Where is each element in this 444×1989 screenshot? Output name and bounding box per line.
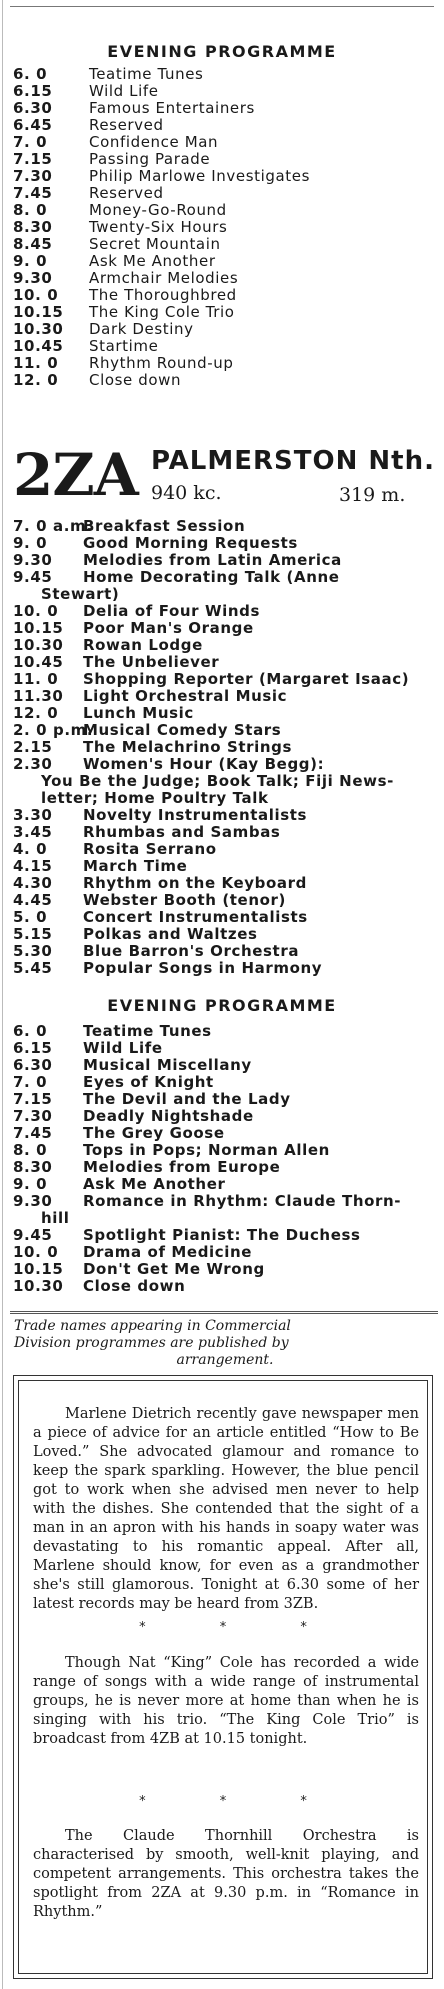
evening-programme-list [13,66,433,389]
note-paragraph-king-cole: Though Nat “King” Cole has recorded a wide range of songs with a wide range of instrumental groups, he is never more at home than when he is singing with his trio. “The King Cole Trio” is broadcast from 4ZB at 10.15 tonight. [33,1655,419,1747]
divider-rule [10,1313,438,1314]
programme-time: 12. 0 [13,704,59,722]
programme-time: 9.30 [13,1192,53,1210]
programme-title: Tops in Pops; Norman Allen [83,1141,330,1159]
programme-title: Confidence Man [89,133,219,151]
programme-time: 5.30 [13,942,53,960]
station-wavelength: 319 m. [339,484,406,506]
daytime-programme-list [13,518,440,977]
programme-title-continued: Stewart) [41,585,120,603]
programme-title: Teatime Tunes [83,1022,212,1040]
programme-title: Ask Me Another [83,1175,226,1193]
programme-title: Teatime Tunes [89,65,204,83]
programme-row [13,841,440,858]
programme-time: 4.45 [13,891,53,909]
programme-row [13,1244,440,1261]
divider-rule [10,1311,438,1312]
programme-time: 8.45 [13,235,53,253]
programme-time: 10.45 [13,337,64,355]
programme-time: 9. 0 [13,534,48,552]
station-name: PALMERSTON Nth. [151,446,435,476]
programme-row [13,287,433,304]
asterisk-separator: * * * [139,1620,307,1635]
programme-title: Startime [89,337,159,355]
programme-row [13,100,433,117]
programme-title: Rowan Lodge [83,636,203,654]
programme-title: Eyes of Knight [83,1073,214,1091]
programme-row [13,807,440,824]
programme-title: Rhythm Round-up [89,354,234,372]
programme-row [13,552,440,569]
programme-row [13,185,433,202]
programme-title: Armchair Melodies [89,269,239,287]
programme-row [13,1057,440,1074]
programme-time: 9.30 [13,269,53,287]
programme-title: Concert Instrumentalists [83,908,308,926]
programme-title: Breakfast Session [83,517,246,535]
programme-time: 4. 0 [13,840,48,858]
programme-title: Rhythm on the Keyboard [83,874,307,892]
programme-time: 6.30 [13,99,53,117]
programme-row [13,1278,440,1295]
programme-title: Ask Me Another [89,252,216,270]
programme-row [13,304,433,321]
note-paragraph-thornhill: The Claude Thornhill Orchestra is characterised by smooth, well-knit playing, and competent arrangements. This orchestra takes the spotlight from 2ZA at 9.30 p.m. in “Romance in Rhythm.” [33,1828,419,1920]
programme-row [13,1142,440,1159]
programme-row [13,202,433,219]
programme-time: 8.30 [13,1158,53,1176]
programme-row [13,875,440,892]
station-frequency: 940 kc. [151,482,222,504]
programme-title: The Unbeliever [83,653,220,671]
programme-title: Secret Mountain [89,235,221,253]
evening-programme-heading: EVENING PROGRAMME [107,42,337,61]
programme-row [13,858,440,875]
programme-time: 5.15 [13,925,53,943]
programme-time: 9. 0 [13,252,48,270]
programme-row [13,1125,440,1142]
programme-time: 6.30 [13,1056,53,1074]
programme-row [13,824,440,841]
programme-time: 7.15 [13,1090,53,1108]
programme-time: 10. 0 [13,286,59,304]
programme-title: Spotlight Pianist: The Duchess [83,1226,361,1244]
programme-title: Rosita Serrano [83,840,217,858]
programme-time: 8.30 [13,218,53,236]
programme-time: 6.45 [13,116,53,134]
programme-title: Popular Songs in Harmony [83,959,323,977]
top-rule [10,6,434,7]
programme-row [13,372,433,389]
programme-time: 2.30 [13,755,53,773]
programme-time: 5. 0 [13,908,48,926]
trade-note-line: Trade names appearing in Commercial [14,1318,291,1334]
programme-title: Deadly Nightshade [83,1107,254,1125]
programme-title: Reserved [89,184,164,202]
programme-title: Don't Get Me Wrong [83,1260,265,1278]
programme-row [13,151,433,168]
programme-row [13,1227,440,1244]
programme-title: Webster Booth (tenor) [83,891,286,909]
programme-time: 6.15 [13,82,53,100]
programme-title: Women's Hour (Kay Begg): [83,755,325,773]
programme-time: 10. 0 [13,1243,59,1261]
programme-row [13,603,440,620]
programme-time: 4.15 [13,857,53,875]
programme-time: 10.15 [13,303,64,321]
programme-title: Drama of Medicine [83,1243,253,1261]
programme-time: 9.45 [13,1226,53,1244]
programme-title: Melodies from Europe [83,1158,281,1176]
programme-time: 10.15 [13,1260,64,1278]
programme-row [13,355,433,372]
programme-title: Musical Comedy Stars [83,721,282,739]
programme-time: 10.45 [13,653,64,671]
programme-row [13,1193,440,1210]
programme-title: Light Orchestral Music [83,687,288,705]
station-call-sign: 2ZA [13,441,138,509]
programme-row [13,83,433,100]
programme-row [13,688,440,705]
programme-time: 10. 0 [13,602,59,620]
programme-row [13,1261,440,1278]
station-banner [13,438,438,516]
programme-row [13,236,433,253]
programme-title-continued: You Be the Judge; Book Talk; Fiji News- [41,772,394,790]
note-paragraph-dietrich: Marlene Dietrich recently gave newspaper men a piece of advice for an article entitled “How to Be Loved.” She advocated glamour and romance to keep the spark sparkling. However, the blue pencil got to work when she advised men never to help with the dishes. She contended that the sight of a man in an apron with his hands in soapy water was devastating to his romantic appeal. After all, Marlene should know, for even as a grandmother she's still glamorous. Tonight at 6.30 some of her latest records may be heard from 3ZB. [33,1406,419,1612]
programme-title: Novelty Instrumentalists [83,806,308,824]
programme-time: 5.45 [13,959,53,977]
programme-row [13,1108,440,1125]
programme-row [13,321,433,338]
programme-row [13,943,440,960]
programme-title: The Melachrino Strings [83,738,293,756]
programme-time: 3.45 [13,823,53,841]
programme-title: Wild Life [83,1039,163,1057]
programme-row [13,722,440,739]
programme-time: 7.45 [13,184,53,202]
programme-row [13,117,433,134]
programme-title: Wild Life [89,82,159,100]
programme-title: Melodies from Latin America [83,551,342,569]
programme-time: 10.30 [13,636,64,654]
programme-time: 8. 0 [13,201,48,219]
trade-names-note [14,1318,436,1369]
evening-programme-heading-2: EVENING PROGRAMME [107,996,337,1015]
programme-row [13,253,433,270]
programme-row [13,620,440,637]
programme-time: 7.30 [13,167,53,185]
programme-time: 7. 0 [13,1073,48,1091]
programme-time: 7.45 [13,1124,53,1142]
programme-title-continued: letter; Home Poultry Talk [41,789,269,807]
programme-title: Polkas and Waltzes [83,925,258,943]
programme-title: Dark Destiny [89,320,194,338]
programme-title: Rhumbas and Sambas [83,823,281,841]
programme-title: Romance in Rhythm: Claude Thorn- [83,1192,402,1210]
boxed-notes [13,1375,433,1979]
programme-title: Shopping Reporter (Margaret Isaac) [83,670,410,688]
programme-time: 8. 0 [13,1141,48,1159]
programme-time: 2.15 [13,738,53,756]
programme-time: 2. 0 p.m. [13,721,94,739]
programme-row [13,926,440,943]
programme-time: 6.15 [13,1039,53,1057]
programme-title: Money-Go-Round [89,201,227,219]
programme-time: 6. 0 [13,65,48,83]
programme-row [13,1159,440,1176]
programme-row [13,66,433,83]
programme-time: 9.30 [13,551,53,569]
programme-row [13,1074,440,1091]
programme-title: Close down [89,371,182,389]
boxed-notes-inner-frame [18,1380,428,1974]
programme-row [13,168,433,185]
programme-title: Lunch Music [83,704,194,722]
programme-title: Musical Miscellany [83,1056,252,1074]
programme-row [13,654,440,671]
programme-row [13,892,440,909]
programme-row [13,739,440,756]
programme-title: Passing Parade [89,150,211,168]
programme-title: The Thoroughbred [89,286,237,304]
programme-row [13,270,433,287]
programme-time: 7.30 [13,1107,53,1125]
trade-note-line: Division programmes are published by [14,1335,289,1351]
programme-title: Twenty-Six Hours [89,218,228,236]
programme-title: Philip Marlowe Investigates [89,167,310,185]
programme-row [13,518,440,535]
programme-time: 7.15 [13,150,53,168]
programme-row [13,535,440,552]
programme-time: 10.15 [13,619,64,637]
programme-row [13,134,433,151]
programme-row [13,1023,440,1040]
programme-row [13,756,440,773]
programme-time: 11. 0 [13,354,59,372]
programme-time: 11.30 [13,687,64,705]
programme-row [13,671,440,688]
programme-time: 6. 0 [13,1022,48,1040]
programme-title: The King Cole Trio [89,303,235,321]
programme-title: The Grey Goose [83,1124,225,1142]
programme-title: Delia of Four Winds [83,602,260,620]
page-edge [2,0,3,1989]
programme-title-continued: hill [41,1209,70,1227]
programme-row [13,1040,440,1057]
programme-title: Poor Man's Orange [83,619,254,637]
programme-title: Famous Entertainers [89,99,255,117]
programme-time: 3.30 [13,806,53,824]
programme-title: Blue Barron's Orchestra [83,942,300,960]
programme-time: 11. 0 [13,670,59,688]
programme-title: Close down [83,1277,186,1295]
programme-row [13,219,433,236]
programme-title: Good Morning Requests [83,534,298,552]
programme-row [13,338,433,355]
asterisk-separator: * * * [139,1794,307,1809]
trade-note-line: arrangement. [176,1352,274,1368]
programme-time: 10.30 [13,1277,64,1295]
programme-time: 9. 0 [13,1175,48,1193]
programme-title: Reserved [89,116,164,134]
programme-title: The Devil and the Lady [83,1090,291,1108]
programme-row [13,1091,440,1108]
programme-time: 7. 0 [13,133,48,151]
programme-time: 4.30 [13,874,53,892]
programme-time: 9.45 [13,568,53,586]
programme-title: March Time [83,857,188,875]
programme-row [13,960,440,977]
programme-row [13,705,440,722]
programme-time: 12. 0 [13,371,59,389]
programme-row [13,909,440,926]
programme-time: 10.30 [13,320,64,338]
programme-time: 7. 0 a.m. [13,517,93,535]
programme-title: Home Decorating Talk (Anne [83,568,340,586]
programme-row [13,637,440,654]
programme-row [13,1176,440,1193]
evening-programme-list-2 [13,1023,440,1295]
programme-row [13,569,440,586]
